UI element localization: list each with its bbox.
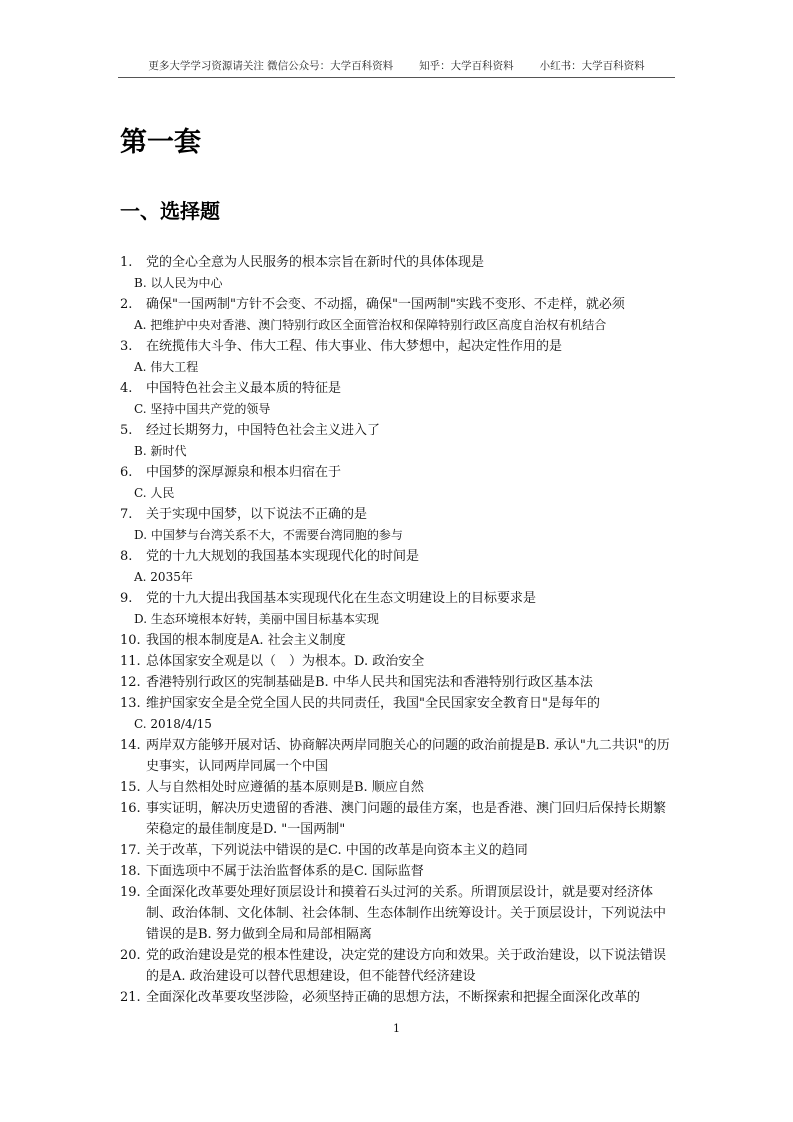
question-row — [120, 693, 676, 714]
answer-text: A. 2035年 — [134, 570, 193, 584]
question-number: 19. — [120, 885, 141, 900]
question-text: 全面深化改革要攻坚涉险，必须坚持正确的思想方法，不断探索和把握全面深化改革的 — [146, 990, 641, 1005]
question-number: 10. — [120, 633, 141, 648]
question-number: 14. — [120, 738, 141, 753]
question-row — [120, 735, 676, 777]
answer-text: C. 人民 — [134, 486, 175, 500]
question-row — [120, 798, 676, 840]
question-text: 党的政治建设是党的根本性建设，决定党的建设方向和效果。关于政治建设，以下说法错误的是A. 政治建设可以替代思想建设，但不能替代经济建设 — [146, 948, 667, 984]
question-row — [120, 252, 676, 273]
section-heading: 一、选择题 — [120, 199, 220, 223]
question-item — [120, 588, 676, 630]
document-title: 第一套 — [120, 127, 201, 158]
page-header — [118, 58, 675, 78]
answer-text: A. 伟大工程 — [134, 360, 199, 374]
question-row — [120, 504, 676, 525]
header-xiaohongshu-text: 小红书：大学百科资料 — [539, 60, 645, 72]
question-text: 两岸双方能够开展对话、协商解决两岸同胞关心的问题的政治前提是B. 承认"九二共识"的历史事实，认同两岸同属一个中国 — [146, 738, 670, 774]
question-number: 6. — [120, 465, 133, 480]
question-number: 4. — [120, 381, 133, 396]
question-item — [120, 840, 676, 861]
question-item — [120, 945, 676, 987]
question-row — [120, 630, 676, 651]
question-item — [120, 462, 676, 504]
question-number: 12. — [120, 675, 141, 690]
question-text: 全面深化改革要处理好顶层设计和摸着石头过河的关系。所谓顶层设计，就是要对经济体制、政治体制、文化体制、社会体制、生态体制作出统筹设计。关于顶层设计，下列说法中错误的是B. 努力做到全局和局部相隔离 — [146, 885, 667, 942]
question-row — [120, 882, 676, 945]
question-text: 维护国家安全是全党全国人民的共同责任，我国"全民国家安全教育日"是每年的 — [146, 696, 600, 711]
answer-text: D. 中国梦与台湾关系不大，不需要台湾同胞的参与 — [134, 528, 403, 542]
question-item — [120, 504, 676, 546]
question-item — [120, 777, 676, 798]
answer-text: D. 生态环境根本好转，美丽中国目标基本实现 — [134, 612, 379, 626]
question-item — [120, 987, 676, 1008]
question-number: 1. — [120, 255, 133, 270]
question-text: 关于实现中国梦，以下说法不正确的是 — [146, 507, 368, 522]
question-text: 事实证明，解决历史遗留的香港、澳门问题的最佳方案，也是香港、澳门回归后保持长期繁荣稳定的最佳制度是D. "一国两制" — [146, 801, 667, 837]
answer-text: B. 以人民为中心 — [134, 276, 223, 290]
header-wechat-text: 更多大学学习资源请关注 微信公众号：大学百科资料 — [148, 60, 394, 72]
question-text: 人与自然相处时应遵循的基本原则是B. 顺应自然 — [146, 780, 424, 795]
question-row — [120, 378, 676, 399]
question-text: 确保"一国两制"方针不会变、不动摇，确保"一国两制"实践不变形、不走样，就必须 — [146, 297, 625, 312]
question-item — [120, 420, 676, 462]
question-text: 中国特色社会主义最本质的特征是 — [146, 381, 342, 396]
question-row — [120, 840, 676, 861]
question-number: 8. — [120, 549, 133, 564]
question-item — [120, 882, 676, 945]
question-item — [120, 630, 676, 651]
question-text: 在统揽伟大斗争、伟大工程、伟大事业、伟大梦想中，起决定性作用的是 — [146, 339, 563, 354]
question-item — [120, 336, 676, 378]
question-number: 7. — [120, 507, 133, 522]
question-text: 经过长期努力，中国特色社会主义进入了 — [146, 423, 381, 438]
question-row — [120, 420, 676, 441]
question-text: 关于改革，下列说法中错误的是C. 中国的改革是向资本主义的趋同 — [146, 843, 528, 858]
question-row — [120, 294, 676, 315]
answer-text: A. 把维护中央对香港、澳门特别行政区全面管治权和保障特别行政区高度自治权有机结合 — [134, 318, 607, 332]
question-row — [120, 987, 676, 1008]
question-list — [120, 252, 676, 1008]
question-text: 我国的根本制度是A. 社会主义制度 — [146, 633, 346, 648]
question-number: 3. — [120, 339, 133, 354]
question-row — [120, 462, 676, 483]
question-item — [120, 546, 676, 588]
question-text: 香港特别行政区的宪制基础是B. 中华人民共和国宪法和香港特别行政区基本法 — [146, 675, 593, 690]
question-number: 5. — [120, 423, 133, 438]
header-zhihu-text: 知乎：大学百科资料 — [419, 60, 514, 72]
question-item — [120, 294, 676, 336]
question-row — [120, 336, 676, 357]
question-row — [120, 945, 676, 987]
question-text: 党的十九大规划的我国基本实现现代化的时间是 — [146, 549, 420, 564]
question-number: 9. — [120, 591, 133, 606]
question-item — [120, 252, 676, 294]
question-item — [120, 861, 676, 882]
question-number: 18. — [120, 864, 141, 879]
question-text: 下面选项中不属于法治监督体系的是C. 国际监督 — [146, 864, 424, 879]
question-text: 党的十九大提出我国基本实现现代化在生态文明建设上的目标要求是 — [146, 591, 537, 606]
question-item — [120, 798, 676, 840]
answer-text: B. 新时代 — [134, 444, 187, 458]
question-text: 中国梦的深厚源泉和根本归宿在于 — [146, 465, 342, 480]
question-item — [120, 693, 676, 735]
question-number: 20. — [120, 948, 141, 963]
question-row — [120, 672, 676, 693]
question-item — [120, 378, 676, 420]
answer-text: C. 坚持中国共产党的领导 — [134, 402, 271, 416]
question-number: 21. — [120, 990, 141, 1005]
question-row — [120, 651, 676, 672]
question-number: 11. — [120, 654, 141, 669]
question-row — [120, 588, 676, 609]
question-number: 15. — [120, 780, 141, 795]
question-number: 16. — [120, 801, 141, 816]
answer-text: C. 2018/4/15 — [134, 717, 212, 731]
question-item — [120, 735, 676, 777]
page-number: 1 — [393, 1022, 400, 1035]
question-number: 2. — [120, 297, 133, 312]
question-text: 总体国家安全观是以（ ）为根本。D. 政治安全 — [146, 654, 425, 669]
question-item — [120, 672, 676, 693]
question-number: 13. — [120, 696, 141, 711]
question-number: 17. — [120, 843, 141, 858]
question-item — [120, 651, 676, 672]
question-row — [120, 777, 676, 798]
question-row — [120, 861, 676, 882]
question-text: 党的全心全意为人民服务的根本宗旨在新时代的具体体现是 — [146, 255, 485, 270]
question-row — [120, 546, 676, 567]
